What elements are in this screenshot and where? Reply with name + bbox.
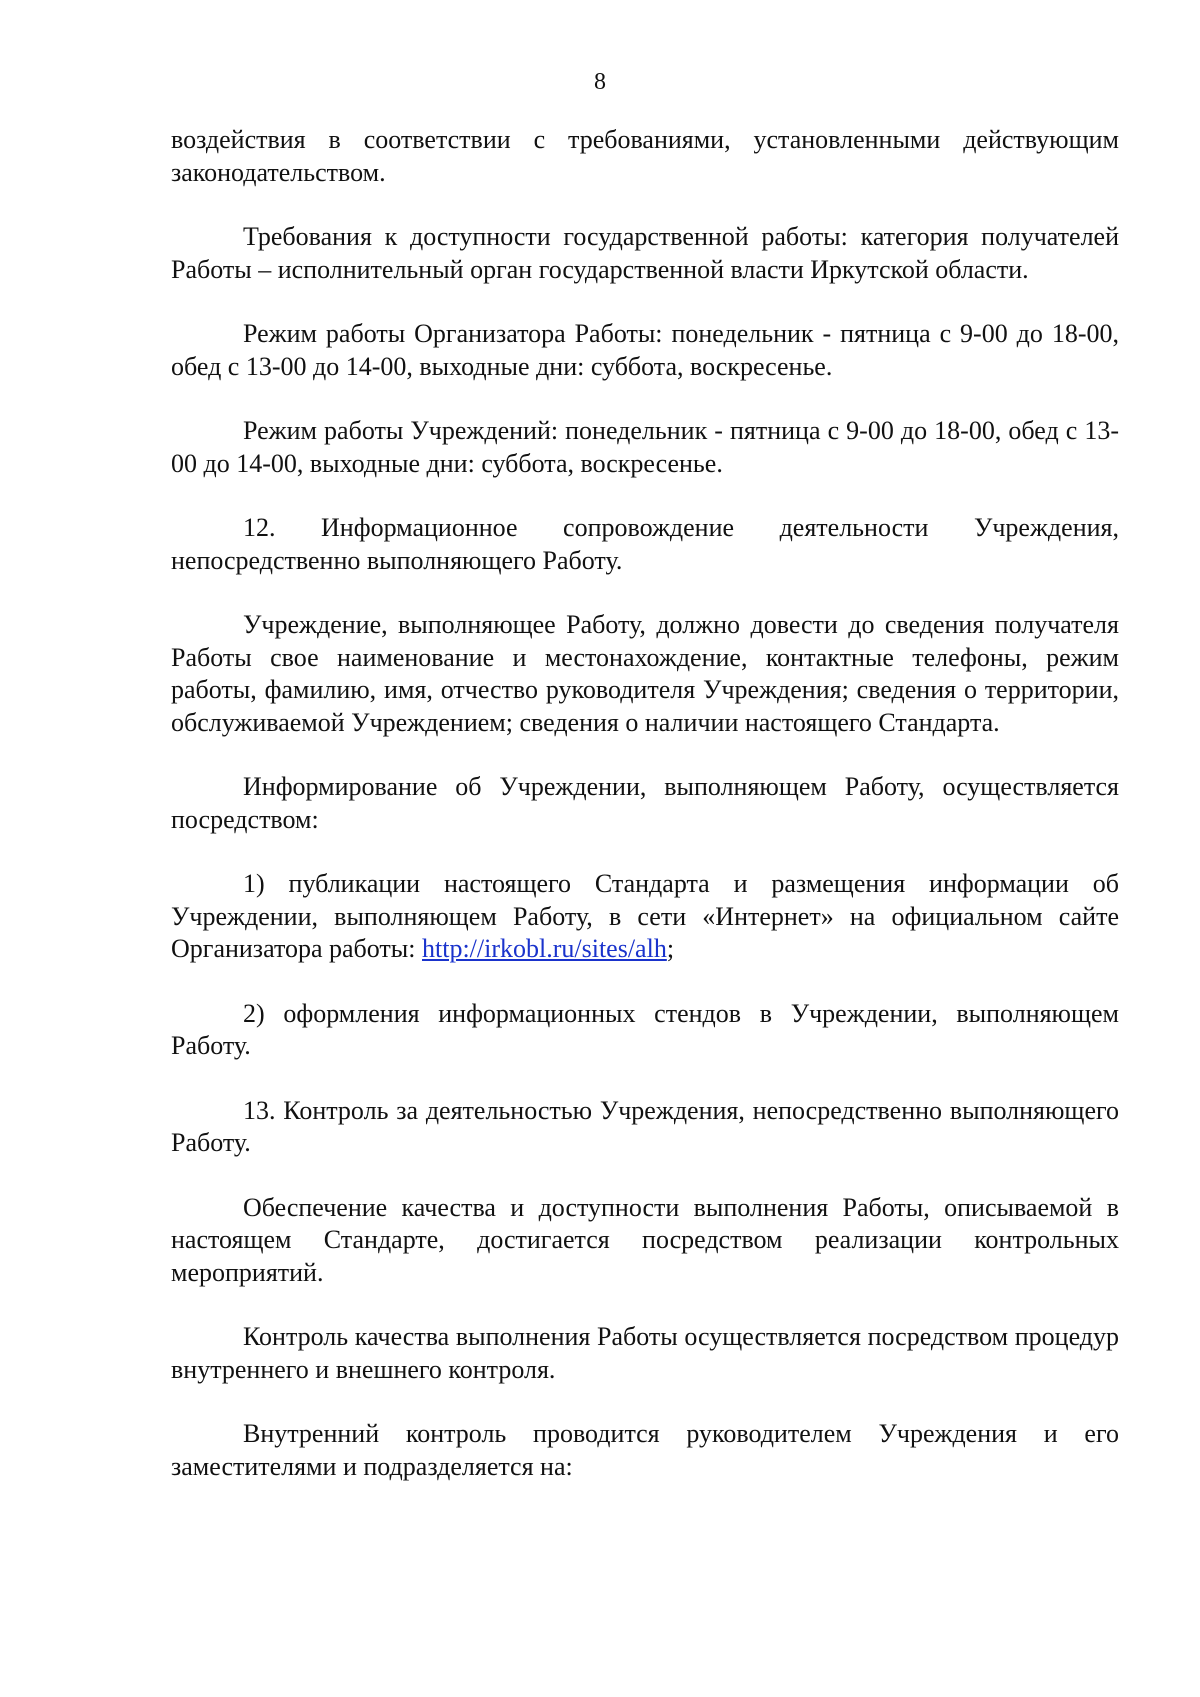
list-item-1-end: ;	[666, 934, 675, 963]
website-link[interactable]: http://irkobl.ru/sites/alh	[422, 934, 667, 963]
paragraph-organizer-schedule: Режим работы Организатора Работы: понедельник - пятница с 9-00 до 18-00, обед с 13-00 до 14-00, выходные дни: суббота, воскресенье.	[171, 319, 1119, 381]
paragraph-quality-control: Контроль качества выполнения Работы осуществляется посредством процедур внутреннего и внешнего контроля.	[171, 1322, 1119, 1384]
section-heading-12: 12. Информационное сопровождение деятельности Учреждения, непосредственно выполняющего Работу.	[171, 513, 1119, 575]
page-number: 8	[594, 69, 606, 95]
list-item-2: 2) оформления информационных стендов в Учреждении, выполняющем Работу.	[171, 998, 1119, 1060]
paragraph-institutions-schedule: Режим работы Учреждений: понедельник - пятница с 9-00 до 18-00, обед с 13-00 до 14-00, выходные дни: суббота, воскресенье.	[171, 416, 1119, 478]
section-heading-13: 13. Контроль за деятельностью Учреждения, непосредственно выполняющего Работу.	[171, 1095, 1119, 1157]
paragraph-informing: Информирование об Учреждении, выполняющем Работу, осуществляется посредством:	[171, 772, 1119, 834]
paragraph-accessibility-requirements: Требования к доступности государственной работы: категория получателей Работы – исполнительный орган государственной власти Иркутской области.	[171, 222, 1119, 284]
list-item-1	[171, 868, 1119, 966]
document-body	[171, 124, 1119, 1515]
list-item-1-text: 1) публикации настоящего Стандарта и размещения информации об Учреждении, выполняющем Работу, в сети «Интернет» на официальном сайте Организатора работы:	[171, 869, 1119, 963]
paragraph-quality-assurance: Обеспечение качества и доступности выполнения Работы, описываемой в настоящем Стандарте, достигается посредством реализации контрольных мероприятий.	[171, 1192, 1119, 1287]
paragraph-institution-info: Учреждение, выполняющее Работу, должно довести до сведения получателя Работы свое наименование и местонахождение, контактные телефоны, режим работы, фамилию, имя, отчество руководителя Учреждения; сведения о территории, обслуживаемой Учреждением; сведения о наличии настоящего Стандарта.	[171, 610, 1119, 737]
paragraph-internal-control: Внутренний контроль проводится руководителем Учреждения и его заместителями и подразделяется на:	[171, 1419, 1119, 1481]
paragraph-continuation: воздействия в соответствии с требованиями, установленными действующим законодательством.	[171, 125, 1119, 187]
